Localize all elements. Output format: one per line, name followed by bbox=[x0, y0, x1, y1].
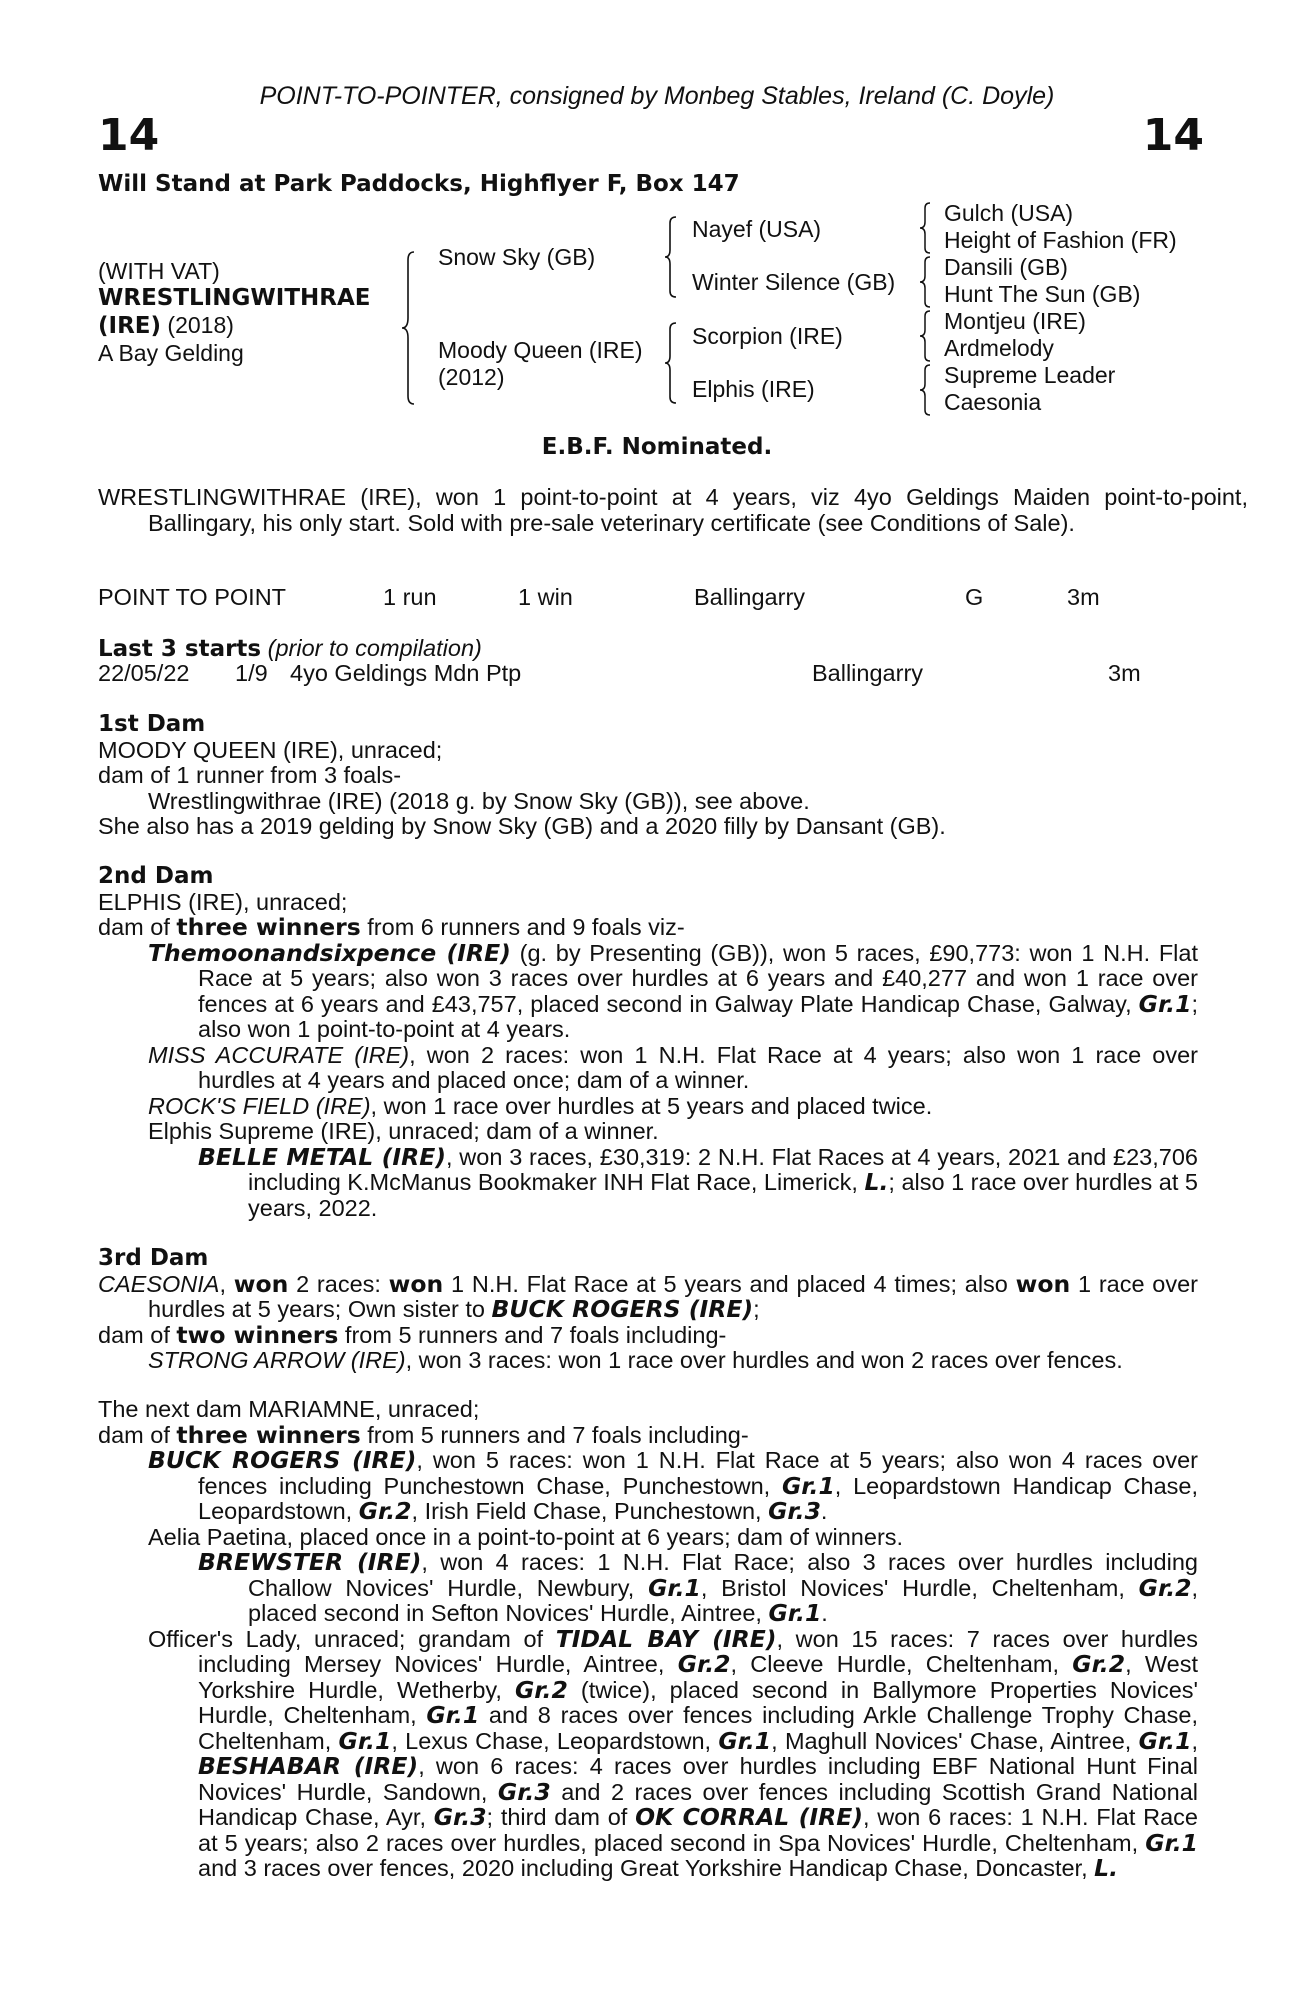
text: , won 2 races: won 1 N.H. Flat Race at 4 years; also won 1 race over hurdles at 4 years and placed once; dam of a winner. bbox=[198, 1041, 1198, 1093]
first-dam-note: She also has a 2019 gelding by Snow Sky (GB) and a 2020 filly by Dansant (GB). bbox=[98, 813, 946, 839]
start-race: 4yo Geldings Mdn Ptp bbox=[290, 660, 522, 686]
pedigree-brace-3c bbox=[918, 308, 934, 364]
start-position: 1/9 bbox=[235, 660, 268, 686]
text: (g. by Presenting (GB)), won 5 races, £90,773: won 1 N.H. Flat Race at 5 years; also won 3 races over hurdles at 6 years and £40,277 and won 1 race over fences at 6 years and £43,757, placed second in Galway Plate Handicap Chase, Galway, bbox=[198, 939, 1199, 1017]
pedigree-sss: Gulch (USA) bbox=[944, 200, 1074, 226]
horse-name: BESHABAR (IRE) bbox=[198, 1752, 419, 1780]
text: 1 N.H. Flat Race at 5 years and placed 4 times; also bbox=[443, 1270, 1016, 1297]
intro-paragraph: WRESTLINGWITHRAE (IRE), won 1 point-to-point at 4 years, viz 4yo Geldings Maiden point-to-point, Ballingary, his only start. Sold with pre-sale veterinary certificate (see Conditions of Sale). bbox=[98, 484, 1248, 536]
last-starts-heading bbox=[98, 636, 482, 663]
pedigree-dam-sire: Scorpion (IRE) bbox=[692, 323, 843, 349]
listed-mark: L. bbox=[1094, 1854, 1119, 1882]
third-dam-produce bbox=[98, 1320, 1198, 1349]
text: , Irish Field Chase, Punchestown, bbox=[411, 1498, 769, 1524]
first-dam-offspring: Wrestlingwithrae (IRE) (2018 g. by Snow Sky (GB)), see above. bbox=[148, 787, 810, 814]
next-dam-section bbox=[98, 1397, 1198, 1882]
horse-name: OK CORRAL (IRE) bbox=[635, 1803, 863, 1831]
horse-name: WRESTLINGWITHRAE bbox=[98, 285, 371, 311]
horse-info bbox=[98, 258, 370, 367]
record-category: POINT TO POINT bbox=[98, 584, 287, 610]
stand-location: Will Stand at Park Paddocks, Highflyer F, Box 147 bbox=[98, 171, 740, 197]
horse-name: Themoonandsixpence (IRE) bbox=[148, 938, 511, 967]
grade-mark: Gr.1 bbox=[426, 1701, 480, 1729]
text: dam of bbox=[98, 914, 177, 940]
horse-name: MISS ACCURATE (IRE) bbox=[148, 1041, 410, 1068]
horse-name: ROCK'S FIELD (IRE) bbox=[148, 1092, 371, 1119]
lot-number-right: 14 bbox=[1142, 110, 1204, 161]
offspring-buck-rogers bbox=[98, 1448, 1198, 1525]
text: , won 3 races: won 1 race over hurdles and won 2 races over fences. bbox=[405, 1347, 1123, 1373]
third-dam-heading: 3rd Dam bbox=[98, 1245, 209, 1271]
first-dam-section bbox=[98, 712, 1198, 840]
pedigree-brace-3a bbox=[918, 200, 934, 256]
pedigree-ddd: Caesonia bbox=[944, 389, 1042, 415]
pedigree-sire: Snow Sky (GB) bbox=[438, 244, 596, 270]
pedigree-sire-sire: Nayef (USA) bbox=[692, 216, 822, 242]
pedigree-ssd: Height of Fashion (FR) bbox=[944, 227, 1177, 253]
record-course: Ballingarry bbox=[694, 584, 806, 610]
text: 2 races: bbox=[288, 1270, 389, 1297]
listed-mark: L. bbox=[864, 1168, 889, 1196]
pedigree-gen3-c bbox=[944, 308, 1086, 362]
record-wins: 1 win bbox=[518, 584, 573, 610]
record-going: G bbox=[965, 584, 984, 610]
text: from 6 runners and 9 foals viz- bbox=[360, 914, 685, 940]
text: . bbox=[821, 1600, 828, 1626]
first-dam-produce: dam of 1 runner from 3 foals- bbox=[98, 762, 402, 788]
text: , bbox=[1191, 1727, 1198, 1754]
text: , placed second in Sefton Novices' Hurdle, Aintree, bbox=[248, 1574, 1199, 1626]
text: Officer's Lady, unraced; grandam of bbox=[148, 1625, 556, 1652]
offspring-aelia-paetina: Aelia Paetina, placed once in a point-to-point at 6 years; dam of winners. bbox=[148, 1523, 904, 1550]
pedigree-dss: Montjeu (IRE) bbox=[944, 308, 1086, 334]
horse-country: (IRE) bbox=[98, 313, 162, 339]
pedigree-brace-gen1 bbox=[398, 248, 422, 408]
pedigree-dam-name: Moody Queen (IRE) bbox=[438, 337, 643, 363]
next-dam-line: The next dam MARIAMNE, unraced; bbox=[98, 1396, 480, 1422]
pedigree-dam-dam: Elphis (IRE) bbox=[692, 376, 815, 402]
text: , bbox=[219, 1270, 234, 1297]
text: , won 6 races: 4 races over hurdles including EBF National Hunt Final Novices' Hurdle, Sandown, bbox=[198, 1753, 1199, 1805]
text: ; also 1 race over hurdles at 5 years, 2022. bbox=[248, 1169, 1198, 1221]
offspring-belle-metal bbox=[98, 1142, 1198, 1222]
winner-count: three winners bbox=[176, 913, 361, 941]
text: . bbox=[820, 1498, 828, 1524]
horse-origin-year bbox=[98, 312, 370, 340]
won-word: won bbox=[388, 1269, 444, 1298]
grade-mark: Gr.3 bbox=[433, 1803, 487, 1831]
text: , won 6 races: 1 N.H. Flat Race at 5 years; also 2 races over hurdles, placed second in Spa Novices' Hurdle, Cheltenham, bbox=[198, 1804, 1198, 1856]
offspring-rocks-field bbox=[98, 1094, 1198, 1120]
grade-mark: Gr.1 bbox=[338, 1726, 392, 1755]
vat-note: (WITH VAT) bbox=[98, 258, 220, 284]
grade-mark: Gr.1 bbox=[1138, 1726, 1192, 1755]
text: , won 3 races, £30,319: 2 N.H. Flat Races at 4 years, 2021 and £23,706 including K.McManus Bookmaker INH Flat Race, Limerick, bbox=[248, 1143, 1198, 1195]
horse-name: BUCK ROGERS (IRE) bbox=[491, 1295, 754, 1323]
first-dam-line: MOODY QUEEN (IRE), unraced; bbox=[98, 736, 443, 763]
grade-mark: Gr.3 bbox=[768, 1497, 821, 1525]
pedigree-brace-3b bbox=[918, 254, 934, 310]
text: (twice), placed second in Ballymore Properties Novices' Hurdle, Cheltenham, bbox=[198, 1676, 1198, 1728]
offspring-strong-arrow bbox=[98, 1348, 1198, 1374]
pedigree-brace-sire bbox=[662, 214, 680, 300]
pedigree-sdd: Hunt The Sun (GB) bbox=[944, 281, 1141, 307]
text: from 5 runners and 7 foals including- bbox=[338, 1321, 727, 1348]
text: , Maghull Novices' Chase, Aintree, bbox=[771, 1727, 1139, 1754]
text: , Lexus Chase, Leopardstown, bbox=[391, 1727, 719, 1754]
text: and 2 races over fences including Scottish Grand National Handicap Chase, Ayr, bbox=[198, 1778, 1198, 1830]
grade-mark: Gr.1 bbox=[781, 1471, 835, 1500]
last-starts-note: (prior to compilation) bbox=[261, 635, 482, 661]
next-dam-produce bbox=[98, 1420, 1198, 1449]
third-dam-section bbox=[98, 1246, 1198, 1374]
offspring-themoonandsixpence bbox=[98, 938, 1199, 1043]
first-dam-heading: 1st Dam bbox=[98, 711, 206, 737]
horse-name: BUCK ROGERS (IRE) bbox=[148, 1446, 417, 1474]
grade-mark: Gr.1 bbox=[768, 1599, 822, 1627]
text: , won 1 race over hurdles at 5 years and placed twice. bbox=[370, 1092, 933, 1119]
pedigree-brace-3d bbox=[918, 362, 934, 418]
pedigree-dsd: Ardmelody bbox=[944, 335, 1054, 361]
horse-name: BELLE METAL (IRE) bbox=[198, 1142, 446, 1171]
text: 1 race over hurdles at 5 years; Own sister to bbox=[148, 1270, 1198, 1322]
second-dam-line: ELPHIS (IRE), unraced; bbox=[98, 888, 348, 915]
grade-mark: Gr.1 bbox=[1145, 1828, 1198, 1857]
offspring-brewster bbox=[98, 1550, 1198, 1627]
second-dam-heading: 2nd Dam bbox=[98, 863, 214, 889]
text: , won 15 races: 7 races over hurdles including Mersey Novices' Hurdle, Aintree, bbox=[198, 1625, 1198, 1677]
won-word: won bbox=[233, 1269, 289, 1298]
text: and 3 races over fences, 2020 including Great Yorkshire Handicap Chase, Doncaster, bbox=[198, 1855, 1095, 1881]
grade-mark: Gr.1 bbox=[648, 1573, 701, 1602]
horse-year: (2018) bbox=[161, 312, 234, 338]
text: from 5 runners and 7 foals including- bbox=[360, 1421, 749, 1448]
horse-description: A Bay Gelding bbox=[98, 340, 244, 366]
offspring-elphis-supreme: Elphis Supreme (IRE), unraced; dam of a winner. bbox=[148, 1118, 659, 1144]
second-dam-section bbox=[98, 864, 1198, 1221]
pedigree-sire-dam: Winter Silence (GB) bbox=[692, 269, 896, 295]
grade-mark: Gr.2 bbox=[1138, 1573, 1192, 1602]
text: , won 4 races: 1 N.H. Flat Race; also 3 races over hurdles including Challow Novices' Hurdle, Newbury, bbox=[248, 1549, 1198, 1601]
horse-name: CAESONIA bbox=[98, 1270, 220, 1297]
text: dam of bbox=[98, 1321, 177, 1348]
winner-count: three winners bbox=[176, 1420, 361, 1449]
grade-mark: Gr.2 bbox=[515, 1675, 568, 1704]
text: dam of bbox=[98, 1421, 177, 1448]
text: , Leopardstown Handicap Chase, Leopardstown, bbox=[198, 1472, 1198, 1524]
record-distance: 3m bbox=[1067, 584, 1100, 610]
grade-mark: Gr.2 bbox=[677, 1650, 731, 1678]
grade-mark: Gr.3 bbox=[497, 1777, 551, 1806]
won-word: won bbox=[1015, 1269, 1071, 1298]
grade-mark: Gr.1 bbox=[718, 1726, 772, 1755]
lot-number-left: 14 bbox=[98, 110, 160, 161]
text: ; bbox=[753, 1296, 760, 1322]
text: , won 5 races: won 1 N.H. Flat Race at 5 years; also won 4 races over fences including Punchestown Chase, Punchestown, bbox=[198, 1447, 1199, 1499]
text: ; third dam of bbox=[486, 1804, 636, 1830]
pedigree-sds: Dansili (GB) bbox=[944, 254, 1068, 280]
pedigree-dds: Supreme Leader bbox=[944, 362, 1116, 388]
offspring-officers-lady bbox=[98, 1624, 1199, 1882]
grade-mark: Gr.1 bbox=[1138, 989, 1192, 1018]
pedigree-gen3-b bbox=[944, 254, 1140, 308]
start-date: 22/05/22 bbox=[98, 660, 190, 686]
pedigree-dam-year: (2012) bbox=[438, 364, 505, 390]
offspring-miss-accurate bbox=[98, 1043, 1198, 1094]
start-course: Ballingarry bbox=[812, 660, 924, 686]
grade-mark: Gr.2 bbox=[1072, 1650, 1126, 1678]
start-distance: 3m bbox=[1108, 660, 1141, 686]
horse-name: STRONG ARROW (IRE) bbox=[148, 1347, 406, 1373]
ebf-note: E.B.F. Nominated. bbox=[541, 434, 773, 460]
text: and 8 races over fences including Arkle Challenge Trophy Chase, Cheltenham, bbox=[198, 1702, 1198, 1754]
record-runs: 1 run bbox=[383, 584, 437, 610]
last-starts-title: Last 3 starts bbox=[98, 636, 262, 662]
horse-name: TIDAL BAY (IRE) bbox=[555, 1624, 777, 1653]
pedigree-gen3-d bbox=[944, 362, 1115, 416]
pedigree-dam bbox=[438, 337, 643, 391]
pedigree-gen3-a bbox=[944, 200, 1177, 254]
text: , West Yorkshire Hurdle, Wetherby, bbox=[198, 1651, 1199, 1703]
second-dam-produce bbox=[98, 915, 1198, 941]
sale-header: POINT-TO-POINTER, consigned by Monbeg Stables, Ireland (C. Doyle) bbox=[259, 82, 1055, 110]
text: , Bristol Novices' Hurdle, Cheltenham, bbox=[700, 1574, 1139, 1601]
text: ; also won 1 point-to-point at 4 years. bbox=[198, 990, 1198, 1042]
pedigree-brace-dam bbox=[662, 320, 680, 406]
winner-count: two winners bbox=[176, 1320, 339, 1349]
third-dam-caesonia bbox=[98, 1269, 1198, 1323]
grade-mark: Gr.2 bbox=[358, 1497, 412, 1525]
text: , Cleeve Hurdle, Cheltenham, bbox=[730, 1651, 1073, 1677]
horse-name: BREWSTER (IRE) bbox=[198, 1548, 422, 1576]
